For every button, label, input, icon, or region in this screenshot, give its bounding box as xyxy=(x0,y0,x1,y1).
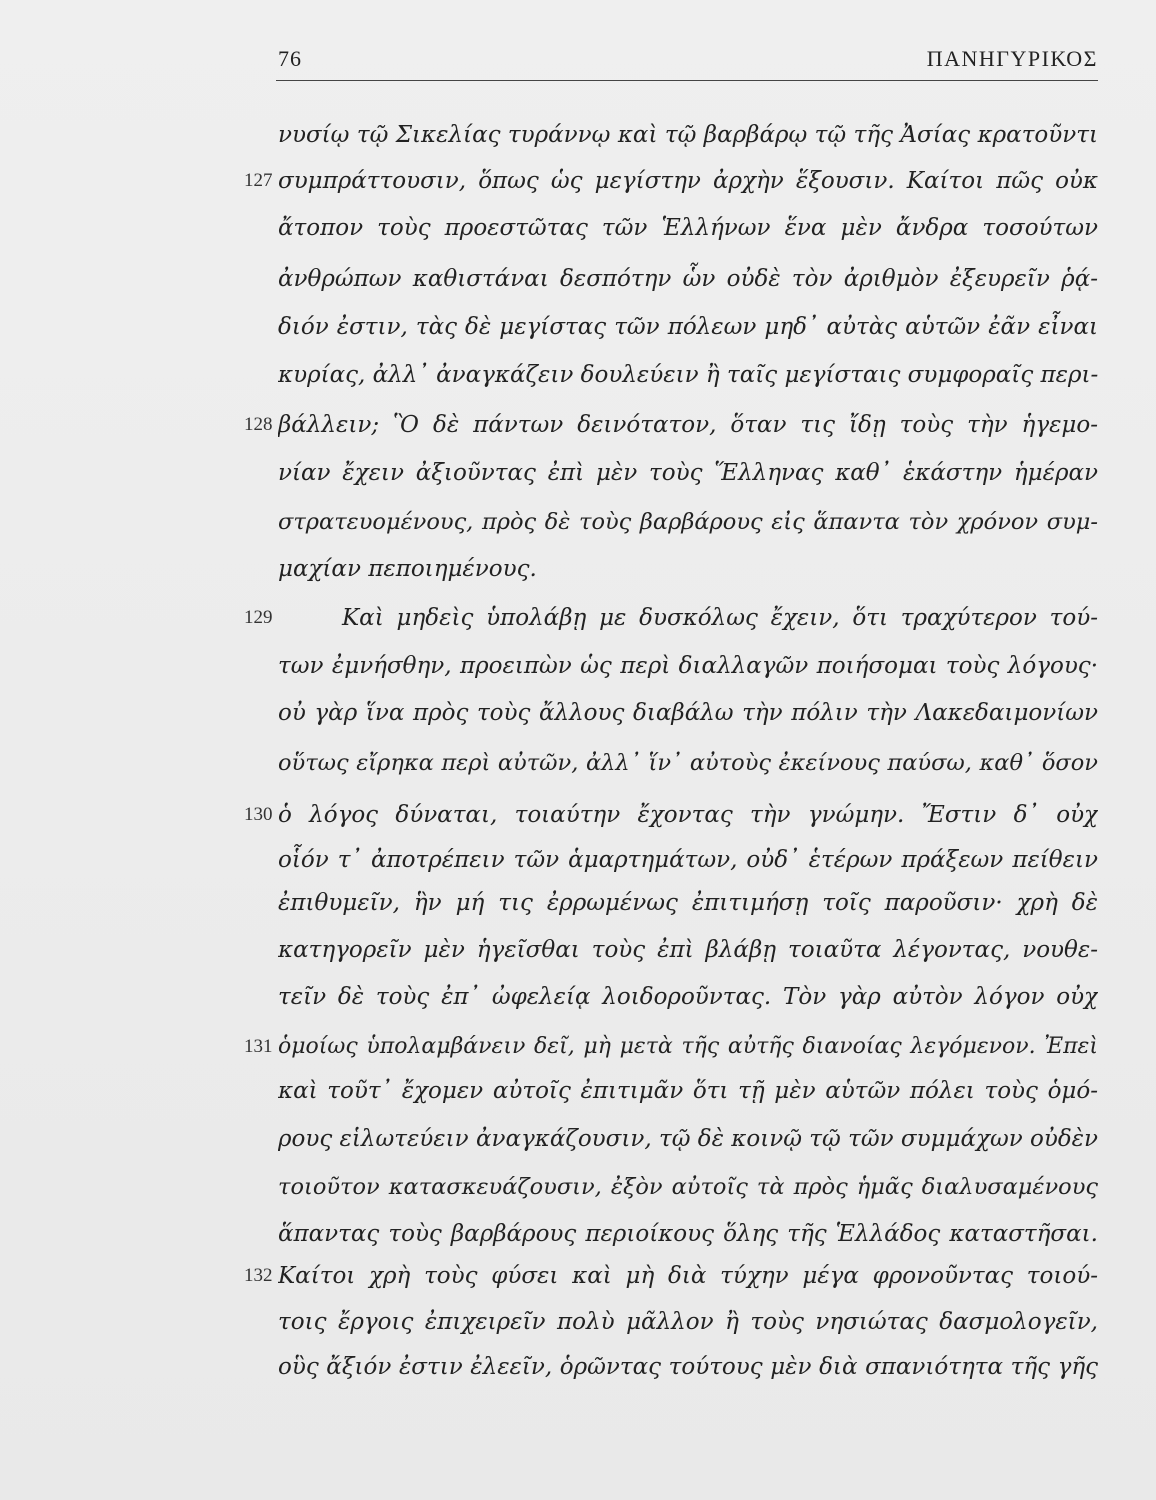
section-number-127: 127 xyxy=(244,170,273,191)
text-line: νυσίῳ τῷ Σικελίας τυράννῳ καὶ τῷ βαρβάρῳ τῷ τῆς Ἀσίας κρατοῦντι xyxy=(278,122,1098,148)
text-line: συμπράττουσιν, ὅπως ὡς μεγίστην ἀρχὴν ἕξουσιν. Καίτοι πῶς οὐκ xyxy=(278,168,1098,194)
text-line: τοιοῦτον κατασκευάζουσιν, ἐξὸν αὐτοῖς τὰ πρὸς ἡμᾶς διαλυσαμένους xyxy=(278,1174,1098,1200)
text-line: μαχίαν πεποιημένους. xyxy=(278,556,537,582)
text-line: οὐ γὰρ ἵνα πρὸς τοὺς ἄλλους διαβάλω τὴν πόλιν τὴν Λακεδαιμονίων xyxy=(278,700,1098,726)
text-line: Καὶ μηδεὶς ὑπολάβῃ με δυσκόλως ἔχειν, ὅτι τραχύτερον τού- xyxy=(342,605,1098,631)
text-line: οὕτως εἴρηκα περὶ αὐτῶν, ἀλλ᾽ ἵν᾽ αὐτοὺς ἐκείνους παύσω, καθ᾽ ὅσον xyxy=(278,750,1098,776)
text-line: οὓς ἄξιόν ἐστιν ἐλεεῖν, ὁρῶντας τούτους μὲν διὰ σπανιότητα τῆς γῆς xyxy=(278,1354,1098,1380)
text-line: ἅπαντας τοὺς βαρβάρους περιοίκους ὅλης τῆς Ἑλλάδος καταστῆσαι. xyxy=(278,1221,1098,1247)
text-line: οἷόν τ᾽ ἀποτρέπειν τῶν ἁμαρτημάτων, οὐδ᾽ ἑτέρων πράξεων πείθειν xyxy=(278,847,1098,873)
page-number: 76 xyxy=(278,46,302,71)
section-number-128: 128 xyxy=(244,414,273,435)
text-line: ἐπιθυμεῖν, ἣν μή τις ἐρρωμένως ἐπιτιμήσῃ τοῖς παροῦσιν· χρὴ δὲ xyxy=(278,890,1098,916)
text-line: καὶ τοῦτ᾽ ἔχομεν αὐτοῖς ἐπιτιμᾶν ὅτι τῇ μὲν αὑτῶν πόλει τοὺς ὁμό- xyxy=(278,1078,1098,1104)
text-line: ἄτοπον τοὺς προεστῶτας τῶν Ἑλλήνων ἕνα μὲν ἄνδρα τοσούτων xyxy=(278,215,1098,241)
running-title: ΠΑΝΗΓΥΡΙΚΟΣ xyxy=(926,46,1098,71)
text-line: βάλλειν; Ὃ δὲ πάντων δεινότατον, ὅταν τις ἴδῃ τοὺς τὴν ἡγεμο- xyxy=(278,412,1098,438)
page-header xyxy=(276,44,1098,78)
text-line: των ἐμνήσθην, προειπὼν ὡς περὶ διαλλαγῶν ποιήσομαι τοὺς λόγους· xyxy=(278,653,1098,679)
section-number-131: 131 xyxy=(244,1036,273,1057)
text-line: στρατευομένους, πρὸς δὲ τοὺς βαρβάρους εἰς ἅπαντα τὸν χρόνον συμ- xyxy=(278,509,1098,535)
text-line: τεῖν δὲ τοὺς ἐπ᾽ ὠφελείᾳ λοιδοροῦντας. Τὸν γὰρ αὐτὸν λόγον οὐχ xyxy=(278,984,1098,1010)
text-line: κατηγορεῖν μὲν ἡγεῖσθαι τοὺς ἐπὶ βλάβῃ τοιαῦτα λέγοντας, νουθε- xyxy=(278,937,1098,963)
text-line: κυρίας, ἀλλ᾽ ἀναγκάζειν δουλεύειν ἢ ταῖς μεγίσταις συμφοραῖς περι- xyxy=(278,362,1098,388)
text-line: διόν ἐστιν, τὰς δὲ μεγίστας τῶν πόλεων μηδ᾽ αὐτὰς αὑτῶν ἐᾶν εἶναι xyxy=(278,314,1098,340)
header-rule xyxy=(276,80,1098,81)
text-line: ρους εἱλωτεύειν ἀναγκάζουσιν, τῷ δὲ κοινῷ τῷ τῶν συμμάχων οὐδὲν xyxy=(278,1126,1098,1152)
text-line: ἀνθρώπων καθιστάναι δεσπότην ὧν οὐδὲ τὸν ἀριθμὸν ἐξευρεῖν ῥᾴ- xyxy=(278,266,1098,292)
text-line: ὁ λόγος δύναται, τοιαύτην ἔχοντας τὴν γνώμην. Ἔστιν δ᾽ οὐχ xyxy=(278,802,1098,828)
text-line: Καίτοι χρὴ τοὺς φύσει καὶ μὴ διὰ τύχην μέγα φρονοῦντας τοιού- xyxy=(278,1263,1098,1289)
section-number-130: 130 xyxy=(244,804,273,825)
text-line: τοις ἔργοις ἐπιχειρεῖν πολὺ μᾶλλον ἢ τοὺς νησιώτας δασμολογεῖν, xyxy=(278,1309,1098,1335)
text-line: ὁμοίως ὑπολαμβάνειν δεῖ, μὴ μετὰ τῆς αὐτῆς διανοίας λεγόμενον. Ἐπεὶ xyxy=(278,1034,1098,1059)
text-line: νίαν ἔχειν ἀξιοῦντας ἐπὶ μὲν τοὺς Ἕλληνας καθ᾽ ἑκάστην ἡμέραν xyxy=(278,460,1098,486)
section-number-132: 132 xyxy=(244,1265,273,1286)
section-number-129: 129 xyxy=(244,607,273,628)
